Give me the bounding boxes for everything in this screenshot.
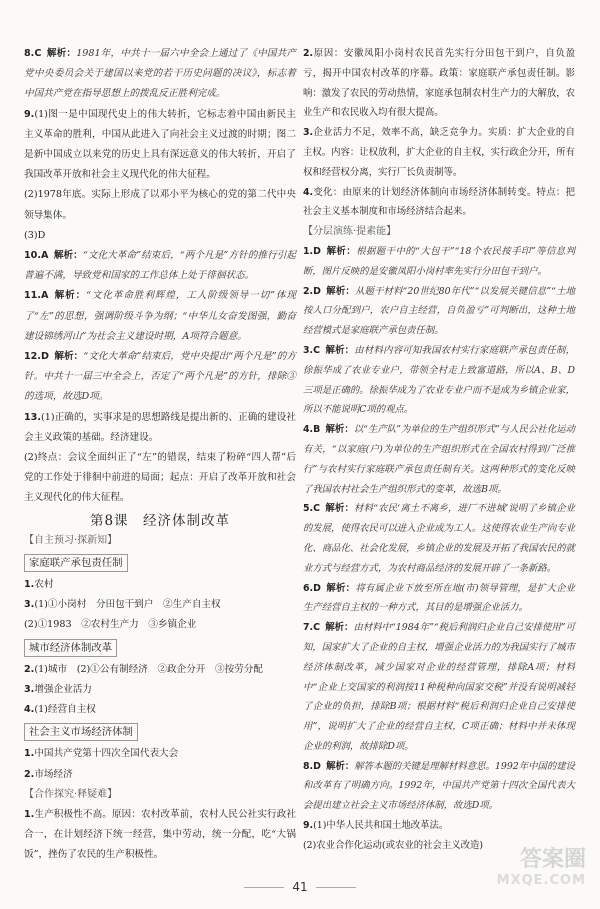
analysis-label: 解析： <box>50 290 87 302</box>
item-text: (3)D <box>24 229 46 241</box>
item-text: 由材料中“1984年”“税后利润归企业自己安排使用”可知，国家扩大了企业的自主权，增强企业活力的为我国实行了城市经济体制改革，减少国家对企业的经营管理，排除A项；材料中“企业上交国家的利润按11种税种向国家交税”并没有说明减轻了企业的负担，排除B项；根据材料“税后利润归企业自己安排使用”，说明扩大了企业的经营自主权，C项正确；材料中并未体现企业的利润，故排除D项。 <box>303 622 575 752</box>
item-text: 解答本题的关键是理解材料意思。1992年中国的建设和改革有了明确方向。1992年，中国共产党第十四次全国代表大会提出建立社会主义市场经济体制，故选D项。 <box>303 760 576 812</box>
item-number: 3. <box>24 683 35 695</box>
topic-row <box>24 551 296 575</box>
answer-item <box>303 579 575 619</box>
item-text: “文化大革命”结束后，党中央提出“两个凡是”的方针。中共十一届三中全会上，否定了“两个凡是”的方针，排除③的选项，故选D项。 <box>24 351 297 403</box>
answer-item <box>303 420 575 499</box>
analysis-label: 解析： <box>50 351 84 363</box>
page-number: 41 <box>292 880 308 894</box>
item-text: 以“生产队”为单位的生产组织形式”与人民公社化运动有关，“以家庭(户)为单位的生产组织形式在全国农村得到广泛推行”与农村实行家庭联产承包责任制有关。这两种形式的变化反映了我国农村社会生产组织形式的变革，故选B项。 <box>303 424 575 495</box>
answer-paragraph <box>24 185 296 225</box>
answer-item <box>24 680 296 700</box>
item-number: 1. <box>24 748 35 760</box>
analysis-label: 解析： <box>322 424 354 436</box>
item-text: 材料“农民‘离土不离乡，进厂不进城’说明了乡镇企业的发展，使得农民可以进入企业成为工人。这使得农业生产向专业化、商品化、社会化发展，乡镇企业的发展及开拓了我国农民的就业方式与经营方式，为农村商品经济的发展开辟了一条新路。 <box>303 503 576 574</box>
item-text: 根据题干中的“大包干”“18个农民按手印”等信息判断，图片反映的是安徽凤阳小岗村率先实行分田包干到户。 <box>303 245 575 277</box>
answer-item <box>24 805 296 866</box>
item-number: 7.C <box>303 622 320 634</box>
item-number: 6.D <box>303 582 321 594</box>
item-number: 2. <box>24 663 35 675</box>
watermark-url: MXQE.COM <box>496 873 586 888</box>
item-text: 变化：由原来的计划经济体制向市场经济体制转变。特点：把社会主义基本制度和市场经济结合起来。 <box>303 186 575 218</box>
analysis-label: 解析： <box>322 245 357 257</box>
analysis-label: 解析： <box>321 344 355 356</box>
answer-paragraph <box>24 615 296 635</box>
item-text: (1)正确的，实事求是的思想路线是提出新的、正确的建设社会主义政策的基础。经济建设。 <box>24 411 296 443</box>
item-number: 11.A <box>24 290 49 302</box>
item-text: (1)中华人民共和国土地改革法。 <box>313 820 449 832</box>
item-text: “文化大革命”结束后，“两个凡是”方针的推行引起普遍不满，导致党和国家的工作总体上处于徘徊状态。 <box>24 250 297 282</box>
item-text: (2)农业合作化运动(或农业的社会主义改造) <box>303 839 483 851</box>
answer-item <box>24 575 296 595</box>
answer-item <box>24 765 296 785</box>
item-number: 1. <box>24 808 35 820</box>
answer-item <box>24 408 296 448</box>
answer-item <box>24 744 296 764</box>
answer-item <box>24 286 296 347</box>
answer-item <box>303 242 575 282</box>
answer-paragraph <box>24 448 296 509</box>
item-number: 13. <box>24 411 41 423</box>
item-text: (1)①小岗村 分田包干到户 ②生产自主权 <box>34 599 221 611</box>
topic-box: 社会主义市场经济体制 <box>24 723 138 741</box>
item-text: (2)1978年底。实际上形成了以邓小平为核心的党的第二代中央领导集体。 <box>24 189 296 221</box>
item-number: 3.C <box>303 344 320 356</box>
answer-item <box>303 183 575 223</box>
topic-row <box>24 720 296 744</box>
item-text: (1)城市 (2)①公有制经济 ②政企分开 ③按劳分配 <box>34 663 263 675</box>
topic-box: 城市经济体制改革 <box>24 639 117 657</box>
item-text: 生产积极性不高。原因：农村改革前，农村人民公社实行政社合一，在计划经济下统一经营，集中劳动，统一分配，吃“大锅饭”，挫伤了农民的生产积极性。 <box>24 808 296 861</box>
right-column <box>303 44 575 856</box>
answer-item <box>24 105 296 186</box>
item-number: 12.D <box>24 351 49 363</box>
item-number: 10.A <box>24 250 49 262</box>
answer-item <box>303 757 575 816</box>
item-text: 增强企业活力 <box>34 683 92 695</box>
item-text: 由材料内容可知我国农村实行家庭联产承包责任制，徐振华成了农业专业户，带领全村走上致富道路，所以A、B、D三项是正确的。徐振华成为了农业专业户而不是成为乡镇企业家，所以不能说明C项的观点。 <box>303 344 575 416</box>
item-text: 市场经济 <box>34 768 73 780</box>
item-text: 中国共产党第十四次全国代表大会 <box>34 748 179 760</box>
item-number: 9. <box>303 820 314 832</box>
item-number: 2.D <box>303 285 321 297</box>
item-number: 9. <box>24 108 35 120</box>
item-number: 1.D <box>303 245 321 257</box>
answer-item <box>303 282 575 341</box>
answer-item <box>24 595 296 615</box>
answer-item <box>303 816 575 836</box>
analysis-label: 解析： <box>322 582 356 594</box>
answer-item <box>24 660 296 680</box>
item-text: “文化革命胜利辉煌，工人阶级领导一切”体现了“左”的思想，强调阶级斗争为纲；“中华儿女奋发图强，勤奋建设锦绣河山”为社会主义建设时期，A项符合题意。 <box>24 290 296 342</box>
item-text: (1)经营自主权 <box>34 704 96 716</box>
watermark-text: 答案圈 <box>519 847 586 872</box>
topic-box: 家庭联产承包责任制 <box>24 554 128 572</box>
answer-item <box>24 44 296 105</box>
item-number: 3. <box>303 127 314 139</box>
item-number: 8.C <box>24 48 42 59</box>
item-text: 原因：安徽凤阳小岗村农民首先实行分田包干到户，自负盈亏，揭开中国农村改革的序幕。政策：家庭联产承包责任制。影响：激发了农民的劳动热情，家庭承包制农村生产力的大解放，农业生产和农民收入均有很大提高。 <box>303 48 575 119</box>
left-column <box>24 44 296 866</box>
answer-item <box>303 123 575 182</box>
answer-item <box>303 341 575 420</box>
section-tag: 【合作探究·释疑难】 <box>24 788 118 800</box>
item-number: 2. <box>303 48 314 59</box>
item-number: 1. <box>24 579 35 591</box>
answer-item <box>303 499 575 578</box>
answer-item <box>303 618 575 757</box>
answer-item <box>24 246 296 286</box>
item-text: 从题干材料“20世纪80年代”“以发展关键信息”“土地按人口分配到户，农户自主经营，自负盈亏”可判断出，这种土地经营模式是家庭联产承包责任制。 <box>303 285 576 337</box>
watermark-logo <box>436 842 586 894</box>
item-number: 2. <box>24 768 35 780</box>
answer-paragraph <box>24 226 296 246</box>
item-number: 3. <box>24 599 35 611</box>
analysis-label: 解析： <box>43 48 77 59</box>
item-number: 4. <box>303 186 314 198</box>
analysis-label: 解析： <box>321 503 355 515</box>
item-number: 8.D <box>303 760 321 772</box>
item-number: 4.B <box>303 424 321 436</box>
item-text: 将有属企业下放至所在地(市)领导管理，是扩大企业生产经营自主权的一种方式，其目的是增强企业活力。 <box>303 582 575 614</box>
analysis-label: 解析： <box>322 760 355 772</box>
section-tag: 【分层演练·提素能】 <box>303 226 397 238</box>
item-text: 企业活力不足，效率不高，缺乏竞争力。实质：扩大企业的自主权。内容：让权放利，扩大企业的自主权，实行政企分开，所有权和经营权分离，实行厂长负责制等。 <box>303 127 575 178</box>
lesson-heading: 第8课 经济体制改革 <box>89 512 231 529</box>
analysis-label: 解析： <box>50 250 83 262</box>
analysis-label: 解析： <box>322 285 355 297</box>
answer-item <box>24 700 296 720</box>
item-text: 1981年，中共十一届六中全会上通过了《中国共产党中央委员会关于建国以来党的若干历史问题的决议》，标志着中国共产党在指导思想上的拨乱反正胜利完成。 <box>24 48 296 100</box>
item-text: 农村 <box>34 579 54 591</box>
item-text: (2)终点：会议全面纠正了“左”的错误，结束了粉碎“四人帮”后党的工作处于徘徊中前进的局面；起点：开启了改革开放和社会主义现代化的伟大征程。 <box>24 452 296 504</box>
topic-row <box>24 636 296 660</box>
item-text: (2)①1983 ②农村生产力 ③乡镇企业 <box>24 619 197 631</box>
analysis-label: 解析： <box>321 622 354 634</box>
section-tag: 【自主预习·探新知】 <box>24 534 118 546</box>
item-number: 5.C <box>303 503 320 515</box>
answer-item <box>303 44 575 123</box>
item-text: (1)图一是中国现代史上的伟大转折，它标志着中国由新民主主义革命的胜利，中国从此进入了向社会主义过渡的时期；图二是新中国成立以来党的历史上具有深远意义的伟大转折，开启了我国改革开放和社会主义现代化的伟大征程。 <box>24 108 296 181</box>
item-number: 4. <box>24 704 35 716</box>
answer-item <box>24 347 296 408</box>
